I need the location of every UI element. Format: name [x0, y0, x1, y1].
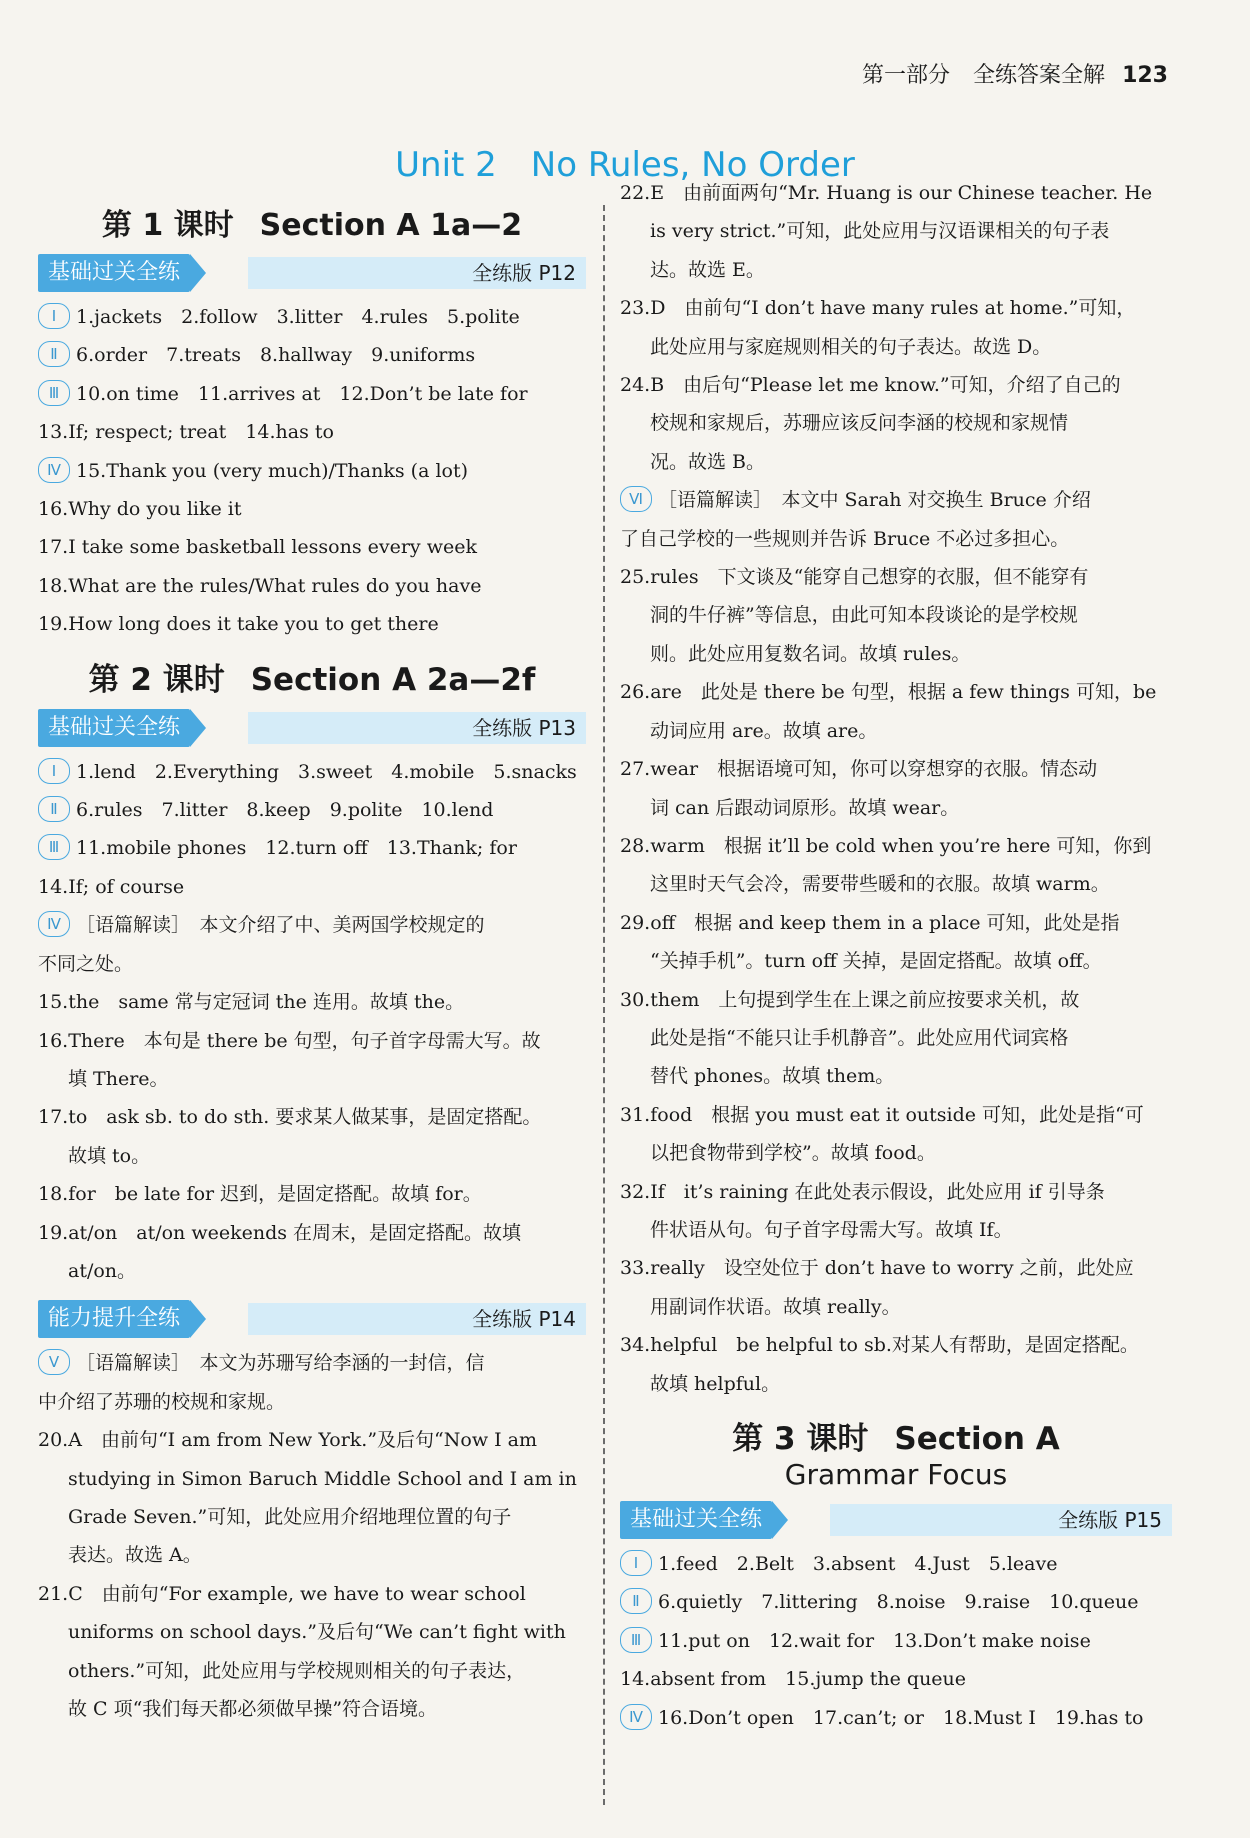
answer-line: 此处是指“不能只让手机静音”。此处应用代词宾格	[650, 1026, 1069, 1049]
answer-line: 27.wear 根据语境可知，你可以穿想穿的衣服。情态动	[620, 758, 1098, 781]
answer-line: Ⅰ 1.feed 2.Belt 3.absent 4.Just 5.leave	[620, 1545, 1172, 1583]
answer-line: 件状语从句。句子首字母需大写。故填 If。	[650, 1218, 1013, 1241]
answer-line: Grade Seven.”可知，此处应用介绍地理位置的句子	[68, 1505, 512, 1528]
answer-line: Ⅵ ［语篇解读］ 本文中 Sarah 对交换生 Bruce 介绍	[620, 481, 1172, 519]
answer-line: 用副词作状语。故填 really。	[650, 1295, 901, 1318]
roman-numeral-marker: Ⅰ	[620, 1550, 652, 1576]
answer-line: 18.for be late for 迟到，是固定搭配。故填 for。	[38, 1183, 482, 1206]
answer-line: 以把食物带到学校”。故填 food。	[650, 1142, 936, 1165]
lesson-2-continued	[620, 174, 1172, 1403]
banner-version: 全练版 P13	[472, 715, 576, 740]
answer-line: uniforms on school days.”及后句“We can’t fight with	[68, 1621, 566, 1644]
roman-numeral-marker: Ⅱ	[38, 796, 70, 822]
lesson-3-answers	[620, 1545, 1172, 1737]
banner-label: 基础过关全练	[620, 1501, 772, 1539]
lesson-1-answers	[38, 298, 586, 644]
answer-line: 动词应用 are。故填 are。	[650, 719, 878, 742]
answer-line: Ⅳ 15.Thank you (very much)/Thanks (a lot)	[38, 452, 586, 490]
roman-numeral-marker: Ⅳ	[38, 911, 70, 937]
roman-numeral-marker: Ⅳ	[38, 457, 70, 483]
answer-line: 25.rules 下文谈及“能穿自己想穿的衣服，但不能穿有	[620, 566, 1089, 589]
answer-line: 21.C 由前句“For example, we have to wear school	[38, 1582, 526, 1605]
banner-version: 全练版 P15	[1058, 1508, 1162, 1532]
answer-line: 校规和家规后，苏珊应该反问李涵的校规和家规情	[650, 412, 1069, 435]
answer-line: 24.B 由后句“Please let me know.”可知，介绍了自己的	[620, 374, 1121, 397]
answer-line: is very strict.”可知，此处应用与汉语课相关的句子表	[650, 220, 1110, 243]
answer-line: Ⅱ 6.quietly 7.littering 8.noise 9.raise 10.queue	[620, 1583, 1172, 1621]
page-number: 123	[1122, 63, 1168, 88]
answer-line: Ⅱ 6.order 7.treats 8.hallway 9.uniforms	[38, 336, 586, 374]
answer-line: 32.If it’s raining 在此处表示假设，此处应用 if 引导条	[620, 1180, 1105, 1203]
answer-line: 13.If; respect; treat 14.has to	[38, 421, 334, 444]
answer-line: 故填 to。	[68, 1144, 151, 1167]
banner-basic-p15	[620, 1501, 1172, 1539]
roman-numeral-marker: Ⅲ	[38, 834, 70, 860]
banner-label: 基础过关全练	[38, 709, 190, 747]
roman-numeral-marker: Ⅱ	[38, 341, 70, 367]
answer-line: Ⅳ 16.Don’t open 17.can’t; or 18.Must I 19.has to	[620, 1699, 1172, 1737]
answer-line: 这里时天气会冷，需要带些暖和的衣服。故填 warm。	[650, 873, 1110, 896]
answer-line: 19.How long does it take you to get there	[38, 613, 439, 636]
banner-version: 全练版 P14	[472, 1307, 576, 1332]
left-column	[38, 200, 586, 1728]
answer-line: Ⅲ 10.on time 11.arrives at 12.Don’t be late for	[38, 375, 586, 413]
answer-line: 28.warm 根据 it’ll be cold when you’re here 可知，你到	[620, 834, 1152, 857]
answer-line: 22.E 由前面两句“Mr. Huang is our Chinese teacher. He	[620, 182, 1153, 204]
answer-line: “关掉手机”。turn off 关掉，是固定搭配。故填 off。	[650, 950, 1102, 973]
roman-numeral-marker: Ⅱ	[620, 1588, 652, 1614]
roman-numeral-marker: Ⅳ	[620, 1704, 652, 1730]
answer-line: 况。故选 B。	[650, 450, 766, 473]
answer-line: 16.There 本句是 there be 句型，句子首字母需大写。故	[38, 1029, 541, 1052]
answer-line: 18.What are the rules/What rules do you have	[38, 574, 482, 597]
lesson-1-title: 第 1 课时 Section A 1a—2	[101, 208, 523, 243]
answer-line: 14.If; of course	[38, 875, 185, 898]
lesson-3-title: 第 3 课时 Section A	[732, 1421, 1060, 1457]
right-column	[620, 182, 1172, 1737]
answer-line: 17.I take some basketball lessons every week	[38, 536, 477, 559]
running-header	[862, 58, 1168, 89]
answer-line: Ⅰ 1.jackets 2.follow 3.litter 4.rules 5.polite	[38, 298, 586, 336]
answer-line: 达。故选 E。	[650, 258, 765, 281]
answer-line: 17.to ask sb. to do sth. 要求某人做某事，是固定搭配。	[38, 1106, 542, 1129]
roman-numeral-marker: Ⅲ	[620, 1627, 652, 1653]
answer-line: Ⅱ 6.rules 7.litter 8.keep 9.polite 10.lend	[38, 791, 586, 829]
answer-line: 则。此处应用复数名词。故填 rules。	[650, 642, 971, 665]
roman-numeral-marker: Ⅰ	[38, 303, 70, 329]
answer-line: 30.them 上句提到学生在上课之前应按要求关机，故	[620, 988, 1080, 1011]
answer-line: Ⅲ 11.mobile phones 12.turn off 13.Thank; for	[38, 829, 586, 867]
banner-label: 基础过关全练	[38, 254, 190, 292]
header-title: 全练答案全解	[973, 63, 1106, 88]
banner-ability-p14	[38, 1300, 586, 1338]
roman-numeral-marker: Ⅵ	[620, 486, 652, 512]
banner-basic-p13	[38, 709, 586, 747]
banner-basic-p12	[38, 254, 586, 292]
column-divider	[603, 205, 605, 1805]
answer-line: at/on。	[68, 1259, 137, 1282]
answer-line: 29.off 根据 and keep them in a place 可知，此处是指	[620, 911, 1120, 934]
answer-line: 20.A 由前句“I am from New York.”及后句“Now I am	[38, 1429, 538, 1452]
answer-line: 中介绍了苏珊的校规和家规。	[38, 1390, 286, 1413]
answer-line: 此处应用与家庭规则相关的句子表达。故选 D。	[650, 335, 1052, 358]
banner-version: 全练版 P12	[472, 261, 576, 285]
answer-line: Ⅲ 11.put on 12.wait for 13.Don’t make noise	[620, 1622, 1172, 1660]
answer-line: 故填 helpful。	[650, 1372, 781, 1395]
answer-line: 26.are 此处是 there be 句型，根据 a few things 可知，be	[620, 681, 1157, 704]
lesson-3-subtitle: Grammar Focus	[784, 1458, 1008, 1491]
answer-line: 填 There。	[68, 1067, 169, 1090]
answer-line: 词 can 后跟动词原形。故填 wear。	[650, 796, 960, 819]
answer-line: 14.absent from 15.jump the queue	[620, 1668, 967, 1691]
answer-line: Ⅰ 1.lend 2.Everything 3.sweet 4.mobile 5.snacks	[38, 753, 586, 791]
answer-line: 34.helpful be helpful to sb.对某人有帮助，是固定搭配。	[620, 1334, 1139, 1357]
roman-numeral-marker: Ⅴ	[38, 1349, 70, 1375]
answer-line: Ⅴ ［语篇解读］ 本文为苏珊写给李涵的一封信，信	[38, 1344, 586, 1382]
roman-numeral-marker: Ⅰ	[38, 758, 70, 784]
roman-numeral-marker: Ⅲ	[38, 380, 70, 406]
header-part: 第一部分	[862, 63, 951, 88]
answer-line: 了自己学校的一些规则并告诉 Bruce 不必过多担心。	[620, 527, 1070, 550]
answer-line: 洞的牛仔裤”等信息，由此可知本段谈论的是学校规	[650, 604, 1078, 627]
answer-line: 23.D 由前句“I don’t have many rules at home.”可知，	[620, 297, 1136, 320]
answer-line: Ⅳ ［语篇解读］ 本文介绍了中、美两国学校规定的	[38, 906, 586, 944]
lesson-2-answers	[38, 753, 586, 1291]
answer-line: 33.really 设空处位于 don’t have to worry 之前，此处应	[620, 1257, 1134, 1280]
answer-line: 替代 phones。故填 them。	[650, 1065, 895, 1088]
answer-line: 19.at/on at/on weekends 在周末，是固定搭配。故填	[38, 1221, 522, 1244]
answer-line: 31.food 根据 you must eat it outside 可知，此处是指“可	[620, 1103, 1144, 1126]
answer-line: 15.the same 常与定冠词 the 连用。故填 the。	[38, 991, 465, 1014]
answer-line: 16.Why do you like it	[38, 498, 242, 521]
answer-line: studying in Simon Baruch Middle School and I am in	[68, 1467, 577, 1490]
answer-line: others.”可知，此处应用与学校规则相关的句子表达，	[68, 1659, 526, 1682]
unit-title: Unit 2 No Rules, No Order	[395, 145, 855, 185]
answer-line: 不同之处。	[38, 952, 134, 975]
banner-label: 能力提升全练	[38, 1300, 190, 1338]
lesson-2-title: 第 2 课时 Section A 2a—2f	[88, 661, 536, 698]
answer-line: 故 C 项“我们每天都必须做早操”符合语境。	[68, 1698, 438, 1720]
lesson-2-ability-answers	[38, 1344, 586, 1728]
answer-line: 表达。故选 A。	[68, 1544, 202, 1567]
